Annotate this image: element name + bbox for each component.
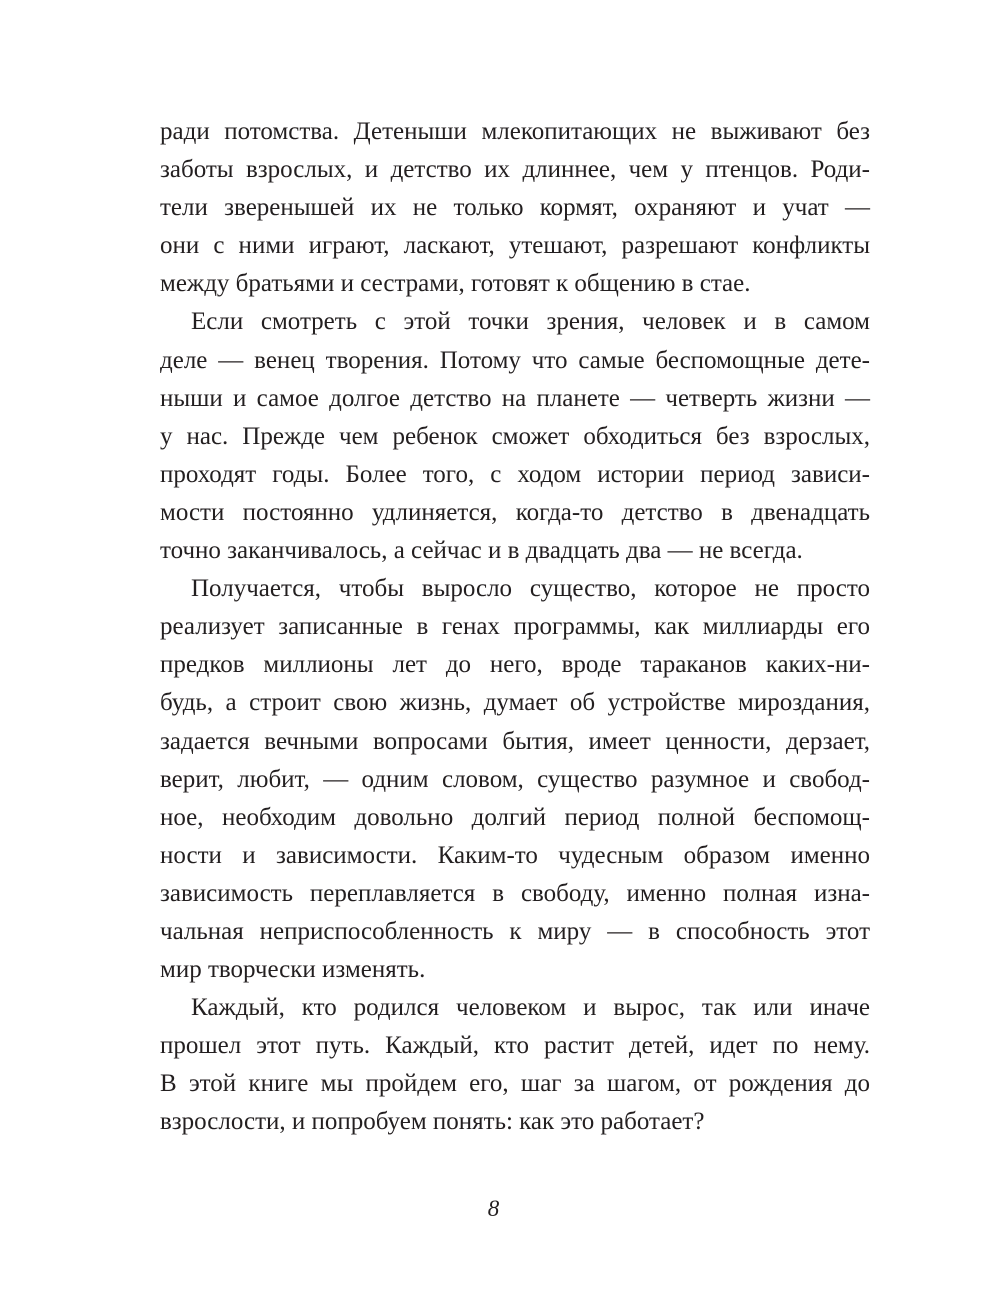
text-line: ныши и самое долгое детство на планете — четверть жизни — [160,384,870,412]
paragraph-1 [160,113,870,303]
text-line: Если смотреть с этой точки зрения, человек и в самом [191,308,870,336]
text-line: Получается, чтобы выросло существо, которое не просто [191,575,870,603]
text-line: проходят годы. Более того, с ходом истории период зависи- [160,460,870,488]
text-line: прошел этот путь. Каждый, кто растит детей, идет по нему. [160,1032,870,1060]
text-line: реализует записанные в генах программы, как миллиарды его [160,613,870,641]
text-line: взрослости, и попробуем понять: как это работает? [160,1108,705,1136]
text-line: деле — венец творения. Потому что самые беспомощные дете- [160,346,870,374]
text-line: тели зверенышей их не только кормят, охраняют и учат — [160,194,870,222]
page-body [160,113,870,1142]
text-line: ности и зависимости. Каким-то чудесным образом именно [160,841,870,869]
text-line: точно заканчивалось, а сейчас и в двадцать два — не всегда. [160,537,803,565]
text-line: Каждый, кто родился человеком и вырос, так или иначе [191,994,870,1022]
text-line: мости постоянно удлиняется, когда-то детство в двенадцать [160,498,870,526]
text-line: будь, а строит свою жизнь, думает об устройстве мироздания, [160,689,870,717]
text-line: ное, необходим довольно долгий период полной беспомощ- [160,803,870,831]
text-line: они с ними играют, ласкают, утешают, разрешают конфликты [160,232,870,260]
text-line: мир творчески изменять. [160,956,426,984]
text-line: предков миллионы лет до него, вроде тараканов каких-ни- [160,651,870,679]
page-number: 8 [487,1196,500,1221]
text-line: В этой книге мы пройдем его, шаг за шагом, от рождения до [160,1070,870,1098]
text-line: между братьями и сестрами, готовят к общению в стае. [160,270,751,298]
text-line: ради потомства. Детеныши млекопитающих не выживают без [160,118,870,145]
paragraph-4 [160,989,870,1141]
text-line: заботы взрослых, и детство их длиннее, чем у птенцов. Роди- [160,156,870,184]
text-line: у нас. Прежде чем ребенок сможет обходиться без взрослых, [160,422,870,450]
paragraph-2 [160,303,870,570]
paragraph-3 [160,570,870,989]
text-line: верит, любит, — одним словом, существо разумное и свобод- [160,765,870,793]
text-line: зависимость переплавляется в свободу, именно полная изна- [160,879,870,907]
text-line: чальная неприспособленность к миру — в способность этот [160,917,870,945]
text-line: задается вечными вопросами бытия, имеет ценности, дерзает, [160,727,870,755]
